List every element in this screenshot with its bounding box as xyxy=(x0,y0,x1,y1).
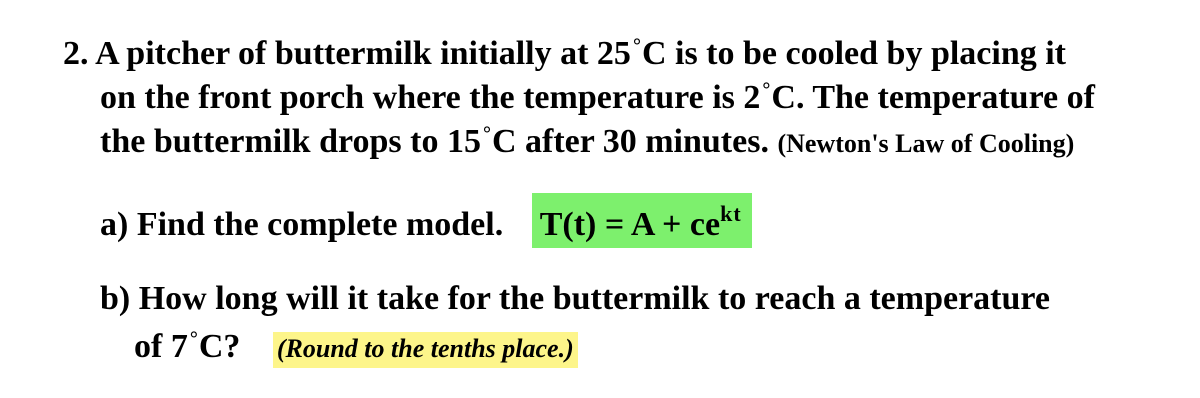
degree-symbol: ° xyxy=(482,123,491,145)
degree-symbol: ° xyxy=(762,79,771,101)
part-b-text-2-end: C? xyxy=(198,328,241,365)
part-b-line-2 xyxy=(134,319,578,368)
problem-line-3 xyxy=(100,114,1074,164)
problem-text-2-end: C. The temperature of xyxy=(771,79,1095,116)
part-b-line-1 xyxy=(100,279,1050,319)
model-formula: T(t) = A + ce xyxy=(539,206,721,243)
part-b-text-2: of 7 xyxy=(134,328,188,365)
part-a-label: a) Find the complete model. xyxy=(100,206,504,243)
degree-symbol: ° xyxy=(632,35,641,57)
problem-number: 2. xyxy=(63,35,89,72)
law-note: (Newton's Law of Cooling) xyxy=(777,129,1075,158)
problem-text-3-mid: C after 30 minutes. xyxy=(491,123,769,160)
problem-line-1 xyxy=(63,26,1066,74)
part-b-text-1: b) How long will it take for the buttermilk to reach a temperature xyxy=(100,280,1050,317)
problem-text-1-end: C is to be cooled by placing it xyxy=(641,35,1067,72)
rounding-note-highlight: (Round to the tenths place.) xyxy=(273,332,578,368)
problem-line-2 xyxy=(100,70,1095,118)
part-a-line xyxy=(100,193,752,248)
problem-text-1: A pitcher of buttermilk initially at 25 xyxy=(95,35,631,72)
problem-text-3: the buttermilk drops to 15 xyxy=(100,123,481,160)
model-highlight xyxy=(532,193,752,248)
degree-symbol: ° xyxy=(189,328,198,350)
problem-text-2: on the front porch where the temperature is 2 xyxy=(100,79,761,116)
model-exponent: kt xyxy=(720,201,742,226)
